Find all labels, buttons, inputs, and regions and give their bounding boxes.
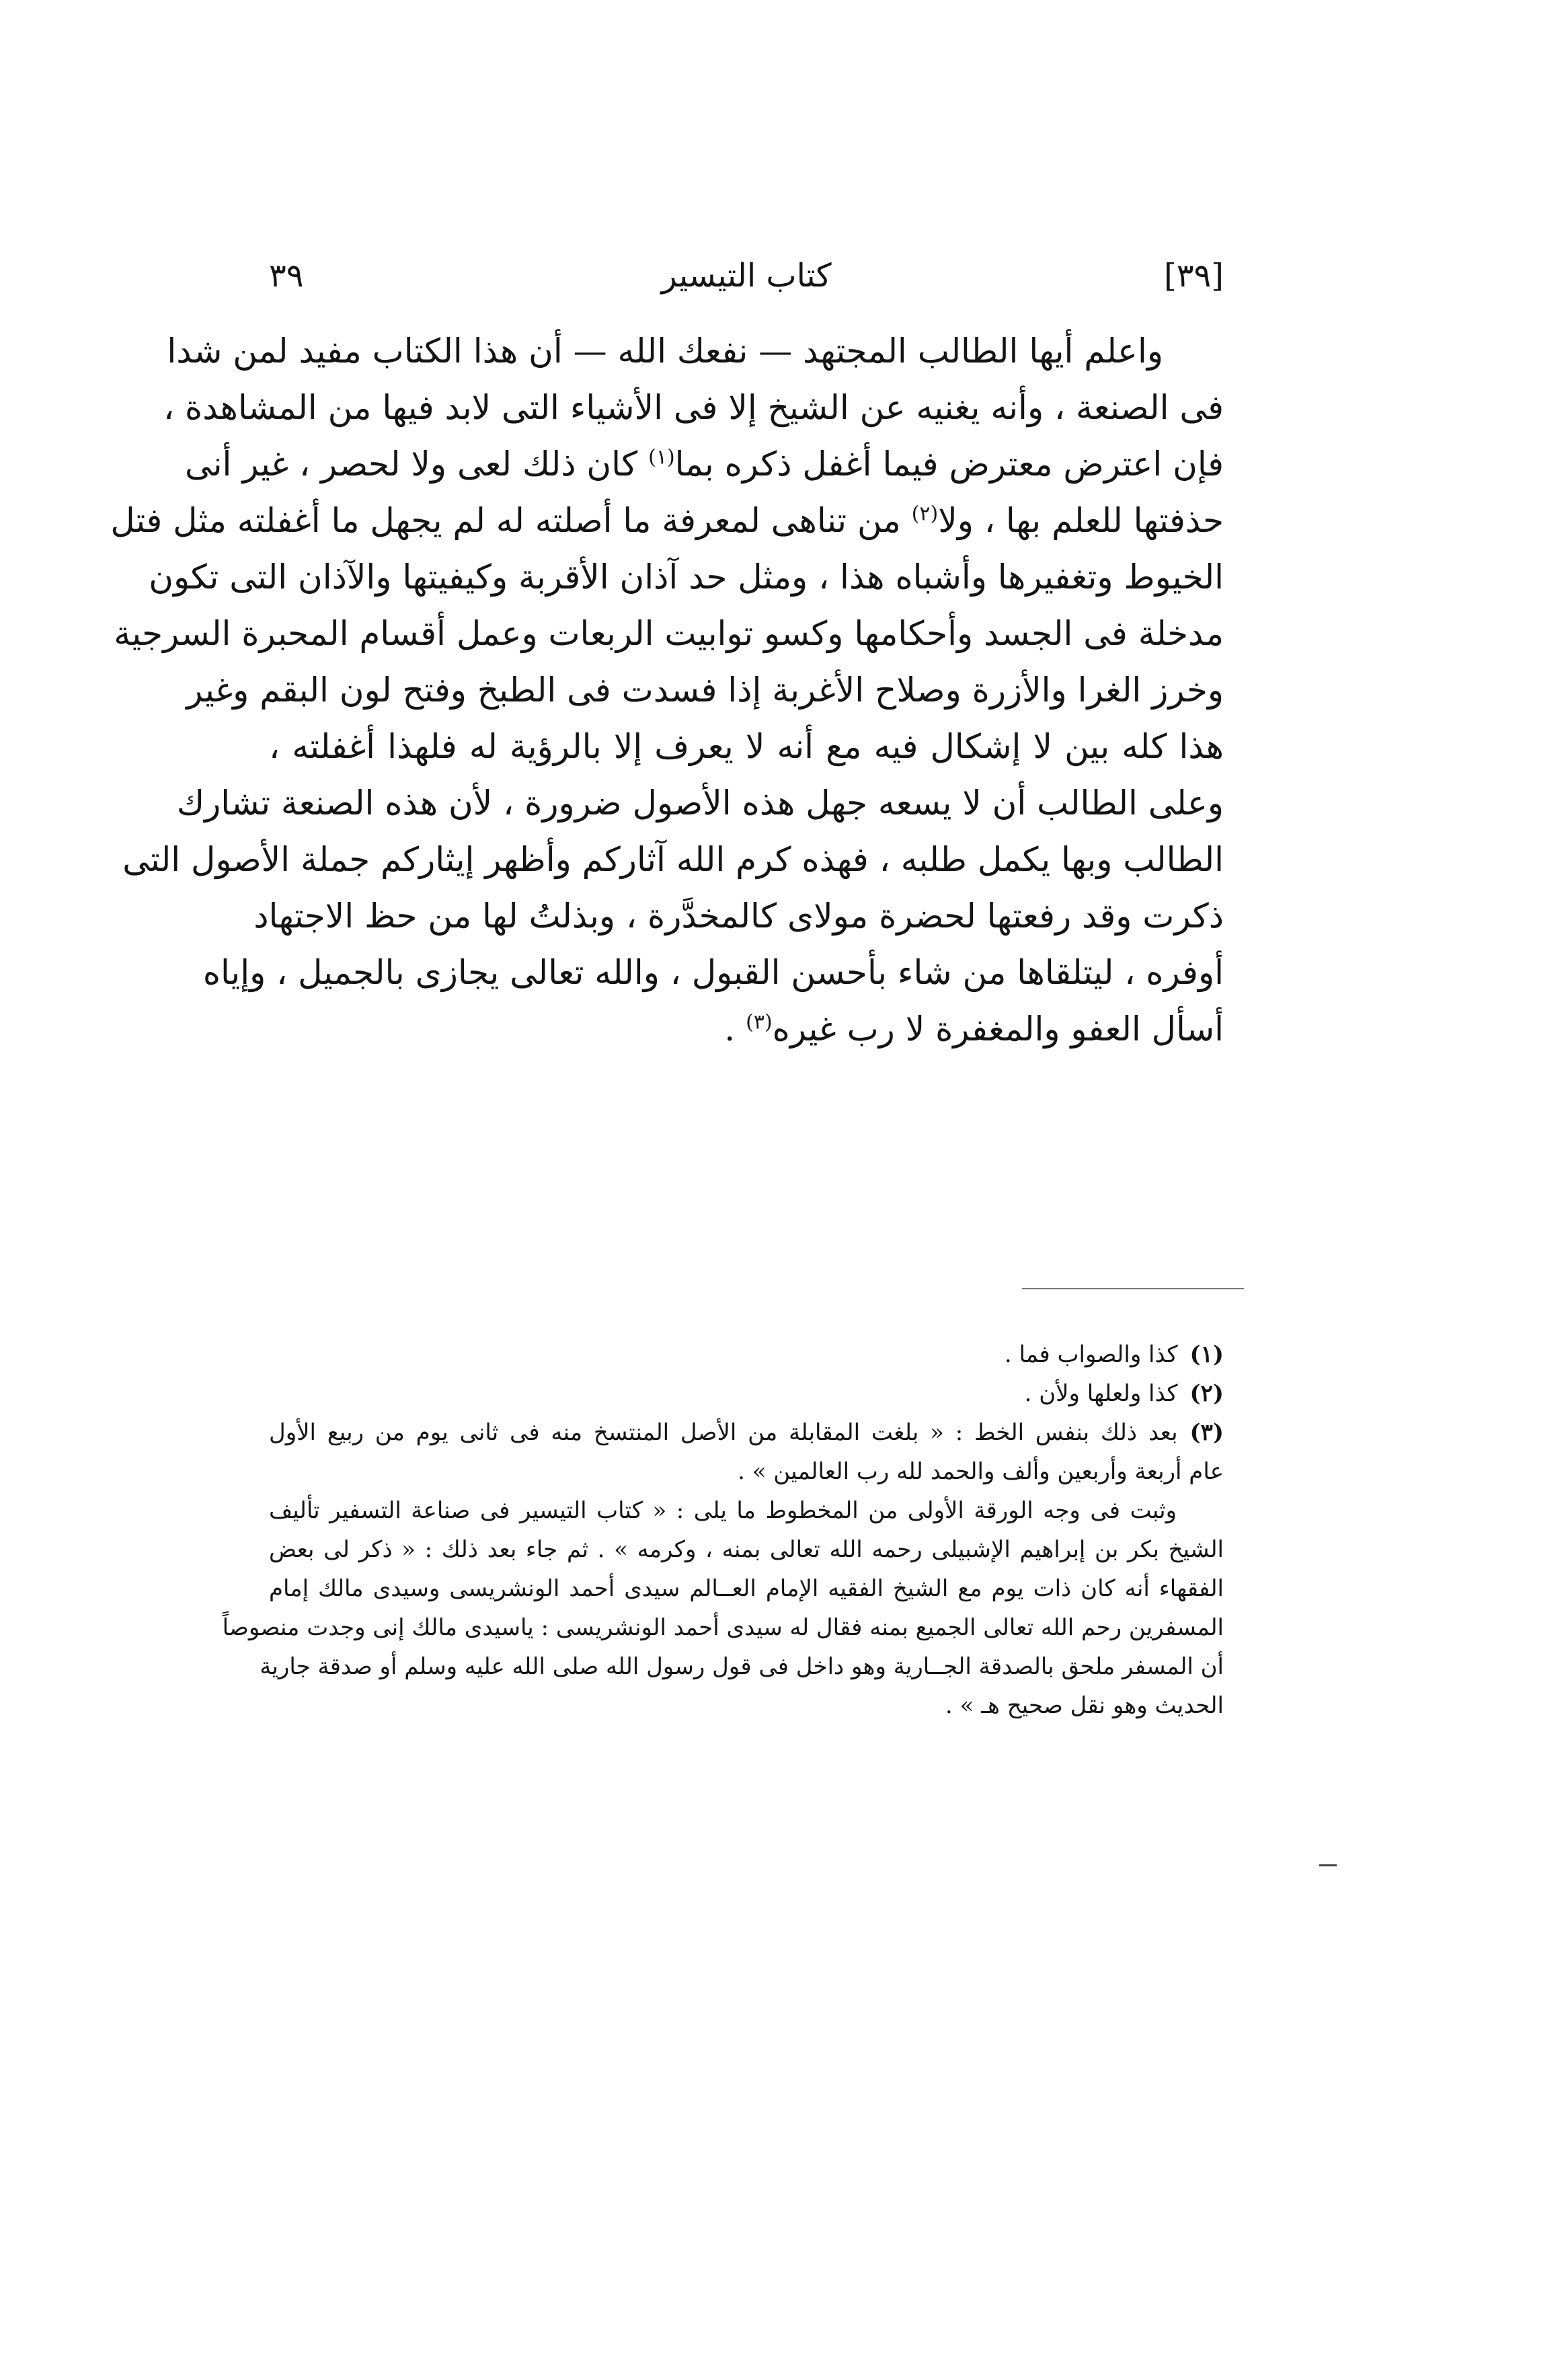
footnote-divider: [1022, 1288, 1244, 1289]
text-line-3: [184, 436, 1224, 492]
footnote-3-line-3: وثبت فى وجه الورقة الأولى من المخطوط ما يلى : « كتاب التيسير فى صناعة التسفير تأليف: [269, 1497, 1177, 1524]
footnote-3-text-1: بعد ذلك بنفس الخط : « بلغت المقابلة من الأصل المنتسخ منه فى ثانى يوم من ربيع الأول: [269, 1419, 1178, 1446]
closing-dot: .: [724, 1010, 736, 1049]
footnote-2-number: (٢): [1189, 1380, 1224, 1407]
running-header: [269, 249, 1224, 303]
footnote-2: [269, 1374, 1224, 1413]
text-line-13: [269, 1001, 1224, 1057]
footnote-3-line-5: الفقهاء أنه كان ذات يوم مع الشيخ الفقيه الإمام العــالم سيدى أحمد الونشريسى وسيدى مالك إمام: [269, 1575, 1224, 1602]
page-reference: [٣٩]: [1163, 257, 1224, 295]
footnotes: [222, 1335, 1224, 1725]
footnote-3-line-2: عام أربعة وأربعين وألف والحمد لله رب العالمين » .: [738, 1458, 1224, 1485]
footnote-3-number: (٣): [1189, 1419, 1224, 1446]
footnote-3-line-7: أن المسفر ملحق بالصدقة الجــارية وهو داخل فى قول رسول الله صلى الله عليه وسلم أو صدقة جارية: [260, 1653, 1224, 1680]
page-number: ٣٩: [269, 257, 304, 295]
text-line-12: أوفره ، ليتلقاها من شاء بأحسن القبول ، والله تعالى يجازى بالجميل ، وإياه: [202, 953, 1224, 992]
text-line-9: وعلى الطالب أن لا يسعه جهل هذه الأصول ضرورة ، لأن هذه الصنعة تشارك: [176, 784, 1224, 823]
footnote-ref-3[interactable]: (٣): [746, 1010, 773, 1034]
text-line-1: واعلم أيها الطالب المجتهد — نفعك الله — أن هذا الكتاب مفيد لمن شدا: [167, 332, 1163, 371]
footnote-3-line-1: [269, 1413, 1224, 1452]
footnote-1-text: كذا والصواب فما .: [1004, 1341, 1178, 1368]
footnote-ref-1[interactable]: (١): [648, 445, 675, 469]
footnote-1: [269, 1335, 1224, 1374]
running-title: كتاب التيسير: [661, 257, 832, 295]
text-line-5: الخيوط وتغفيرها وأشباه هذا ، ومثل حد آذان الأقربة وكيفيتها والآذان التى تكون: [149, 558, 1224, 597]
scan-mark: [1319, 1864, 1337, 1866]
text-line-2: فى الصنعة ، وأنه يغنيه عن الشيخ إلا فى الأشياء التى لابد فيها من المشاهدة ،: [163, 388, 1224, 427]
text-line-10: الطالب وبها يكمل طلبه ، فهذه كرم الله آثاركم وأظهر إيثاركم جملة الأصول التى: [122, 840, 1224, 879]
text-line-11: ذكرت وقد رفعتها لحضرة مولاى كالمخدَّرة ، وبذلتُ لها من حظ الاجتهاد: [253, 897, 1224, 936]
text-line-13-text: أسأل العفو والمغفرة لا رب غيره: [772, 1010, 1224, 1049]
text-line-4-end: من تناهى لمعرفة ما أصلته له لم يجهل ما أغفلته مثل فتل: [110, 501, 901, 540]
text-line-3-start: فإن اعترض معترض فيما أغفل ذكره بما: [674, 445, 1224, 484]
main-text: [110, 323, 1224, 1057]
text-line-3-end: كان ذلك لعى ولا لحصر ، غير أنى: [184, 445, 638, 484]
text-line-6: مدخلة فى الجسد وأحكامها وكسو توابيت الربعات وعمل أقسام المحبرة السرجية: [114, 614, 1224, 653]
footnote-1-number: (١): [1189, 1341, 1224, 1368]
text-line-7: وخرز الغرا والأزرة وصلاح الأغربة إذا فسدت فى الطبخ وفتح لون البقم وغير: [186, 671, 1224, 710]
footnote-3-line-4: الشيخ بكر بن إبراهيم الإشبيلى رحمه الله تعالى بمنه ، وكرمه » . ثم جاء بعد ذلك : « ذكر لى بعض: [269, 1536, 1224, 1563]
footnote-3-line-6: المسفرين رحم الله تعالى الجميع بمنه فقال له سيدى أحمد الونشريسى : ياسيدى مالك إنى وجدت منصوصاً: [222, 1614, 1224, 1641]
footnote-2-text: كذا ولعلها ولأن .: [1024, 1380, 1178, 1407]
text-line-4-start: حذفتها للعلم بها ، ولا: [938, 501, 1224, 540]
text-line-4: [110, 492, 1224, 549]
footnote-3-line-8: الحديث وهو نقل صحيح هـ » .: [945, 1692, 1224, 1719]
text-line-8: هذا كله بين لا إشكال فيه مع أنه لا يعرف إلا بالرؤية له فلهذا أغفلته ،: [269, 727, 1224, 766]
footnote-ref-2[interactable]: (٢): [911, 502, 939, 526]
